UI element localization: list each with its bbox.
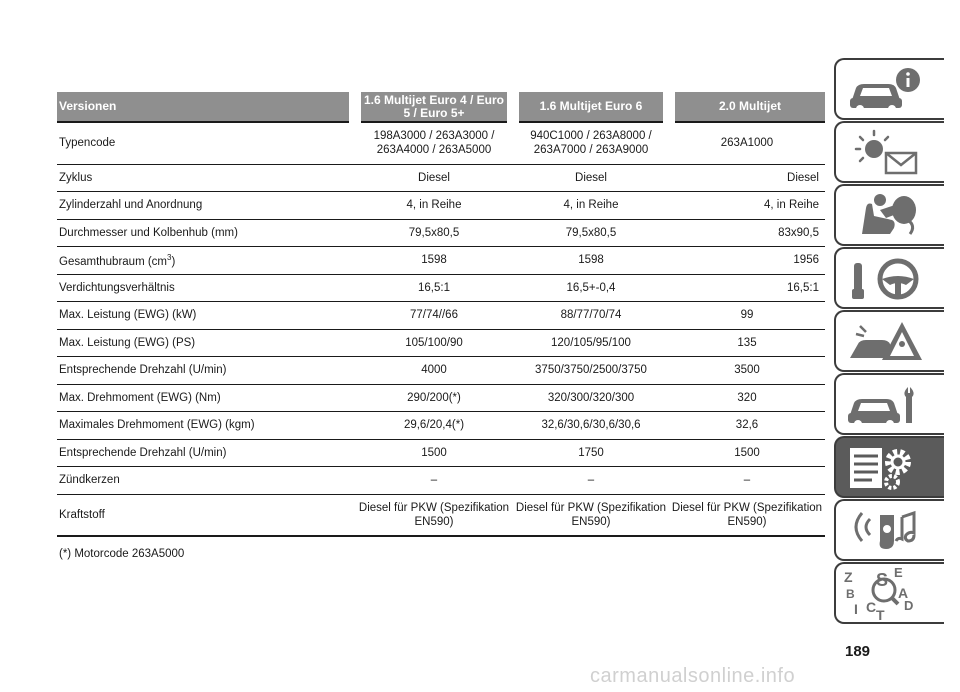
car-info-icon <box>836 60 944 118</box>
cell: 29,6/20,4(*) <box>355 412 513 440</box>
cell: 263A1000 <box>669 122 825 164</box>
table-row <box>57 192 825 220</box>
index-letter: E <box>894 565 903 580</box>
cell: 4000 <box>355 357 513 385</box>
table-row <box>57 164 825 192</box>
cell: 32,6 <box>669 412 825 440</box>
tab-multimedia[interactable] <box>834 499 944 561</box>
technical-data-gears-icon <box>836 438 944 496</box>
cell: 99 <box>669 302 825 330</box>
closing-paren: ) <box>171 256 176 269</box>
table-row <box>57 247 825 275</box>
cell: 1598 <box>513 247 669 275</box>
multimedia-music-icon <box>836 501 944 559</box>
cell: 3750/3750/2500/3750 <box>513 357 669 385</box>
index-letter: D <box>904 598 914 613</box>
index-letter: B <box>846 587 855 601</box>
tab-technical-data[interactable] <box>834 436 944 498</box>
index-letter: I <box>854 601 858 617</box>
cell: 79,5x80,5 <box>513 219 669 247</box>
row-label: Zündkerzen <box>57 467 355 495</box>
index-letter: S <box>876 570 889 590</box>
technical-data-table <box>57 92 825 537</box>
cell: 4, in Reihe <box>669 192 825 220</box>
cell: 1500 <box>669 439 825 467</box>
cell: 16,5+-0,4 <box>513 274 669 302</box>
table-row <box>57 467 825 495</box>
tab-warning-lights[interactable] <box>834 121 944 183</box>
row-label: Entsprechende Drehzahl (U/min) <box>57 439 355 467</box>
index-letter: C <box>866 599 877 615</box>
cell: Diesel <box>669 164 825 192</box>
superscript: 3 <box>167 253 172 263</box>
cell: 105/100/90 <box>355 329 513 357</box>
cell: – <box>513 467 669 495</box>
row-label: Maximales Drehmoment (EWG) (kgm) <box>57 412 355 440</box>
cell: 320 <box>669 384 825 412</box>
row-label: Durchmesser und Kolbenhub (mm) <box>57 219 355 247</box>
row-label: Typencode <box>57 122 355 164</box>
index-letter: T <box>876 607 885 622</box>
index-letter: A <box>898 585 909 601</box>
cell: 1500 <box>355 439 513 467</box>
table-row <box>57 494 825 536</box>
cell: 320/300/320/300 <box>513 384 669 412</box>
tab-safety[interactable] <box>834 184 944 246</box>
row-label-text: Gesamthubraum (cm <box>59 256 168 269</box>
row-label: Zylinderzahl und Anordnung <box>57 192 355 220</box>
row-label: Max. Drehmoment (EWG) (Nm) <box>57 384 355 412</box>
cell: Diesel für PKW (Spezifikation EN590) <box>669 494 825 536</box>
alphabetical-index-icon <box>836 564 944 622</box>
row-label: Max. Leistung (EWG) (kW) <box>57 302 355 330</box>
cell: 290/200(*) <box>355 384 513 412</box>
header-col-2: 1.6 Multijet Euro 6 <box>513 92 669 122</box>
page-number: 189 <box>845 643 871 660</box>
footnote: (*) Motorcode 263A5000 <box>59 548 185 560</box>
cell: 940C1000 / 263A8000 / 263A7000 / 263A9000 <box>513 122 669 164</box>
road-emergency-icon <box>836 312 944 370</box>
table-row <box>57 122 825 164</box>
tab-car-info[interactable] <box>834 58 944 120</box>
cell: Diesel <box>513 164 669 192</box>
cell: 4, in Reihe <box>355 192 513 220</box>
cell: 79,5x80,5 <box>355 219 513 247</box>
table-row <box>57 357 825 385</box>
cell: – <box>355 467 513 495</box>
cell: 120/105/95/100 <box>513 329 669 357</box>
table-row <box>57 384 825 412</box>
index-letter: Z <box>844 569 853 585</box>
row-label: Max. Leistung (EWG) (PS) <box>57 329 355 357</box>
cell: 88/77/70/74 <box>513 302 669 330</box>
cell: 1598 <box>355 247 513 275</box>
row-label: Verdichtungsverhältnis <box>57 274 355 302</box>
tab-emergency[interactable] <box>834 310 944 372</box>
row-label <box>57 247 355 275</box>
cell: 1750 <box>513 439 669 467</box>
cell: 1956 <box>669 247 825 275</box>
row-label: Entsprechende Drehzahl (U/min) <box>57 357 355 385</box>
cell: 198A3000 / 263A3000 / 263A4000 / 263A5000 <box>355 122 513 164</box>
header-col-3: 2.0 Multijet <box>669 92 825 122</box>
table-row <box>57 219 825 247</box>
table-row <box>57 439 825 467</box>
tab-maintenance[interactable] <box>834 373 944 435</box>
cell: 77/74//66 <box>355 302 513 330</box>
cell: 4, in Reihe <box>513 192 669 220</box>
table-header-row <box>57 92 825 122</box>
table-row <box>57 329 825 357</box>
cell: – <box>669 467 825 495</box>
header-col-1: 1.6 Multijet Euro 4 / Euro 5 / Euro 5+ <box>355 92 513 122</box>
header-versions: Versionen <box>57 92 355 122</box>
tab-index[interactable] <box>834 562 944 624</box>
car-wrench-icon <box>836 375 944 433</box>
row-label: Kraftstoff <box>57 494 355 536</box>
seat-airbag-icon <box>836 186 944 244</box>
cell: 83x90,5 <box>669 219 825 247</box>
cell: 135 <box>669 329 825 357</box>
cell: Diesel für PKW (Spezifikation EN590) <box>513 494 669 536</box>
key-steering-wheel-icon <box>836 249 944 307</box>
cell: Diesel <box>355 164 513 192</box>
table-row <box>57 412 825 440</box>
watermark: carmanualsonline.info <box>590 665 796 687</box>
cell: 3500 <box>669 357 825 385</box>
table-row <box>57 302 825 330</box>
cell: Diesel für PKW (Spezifikation EN590) <box>355 494 513 536</box>
row-label: Zyklus <box>57 164 355 192</box>
warning-light-envelope-icon <box>836 123 944 181</box>
table-row <box>57 274 825 302</box>
tab-starting-driving[interactable] <box>834 247 944 309</box>
cell: 32,6/30,6/30,6/30,6 <box>513 412 669 440</box>
cell: 16,5:1 <box>669 274 825 302</box>
cell: 16,5:1 <box>355 274 513 302</box>
